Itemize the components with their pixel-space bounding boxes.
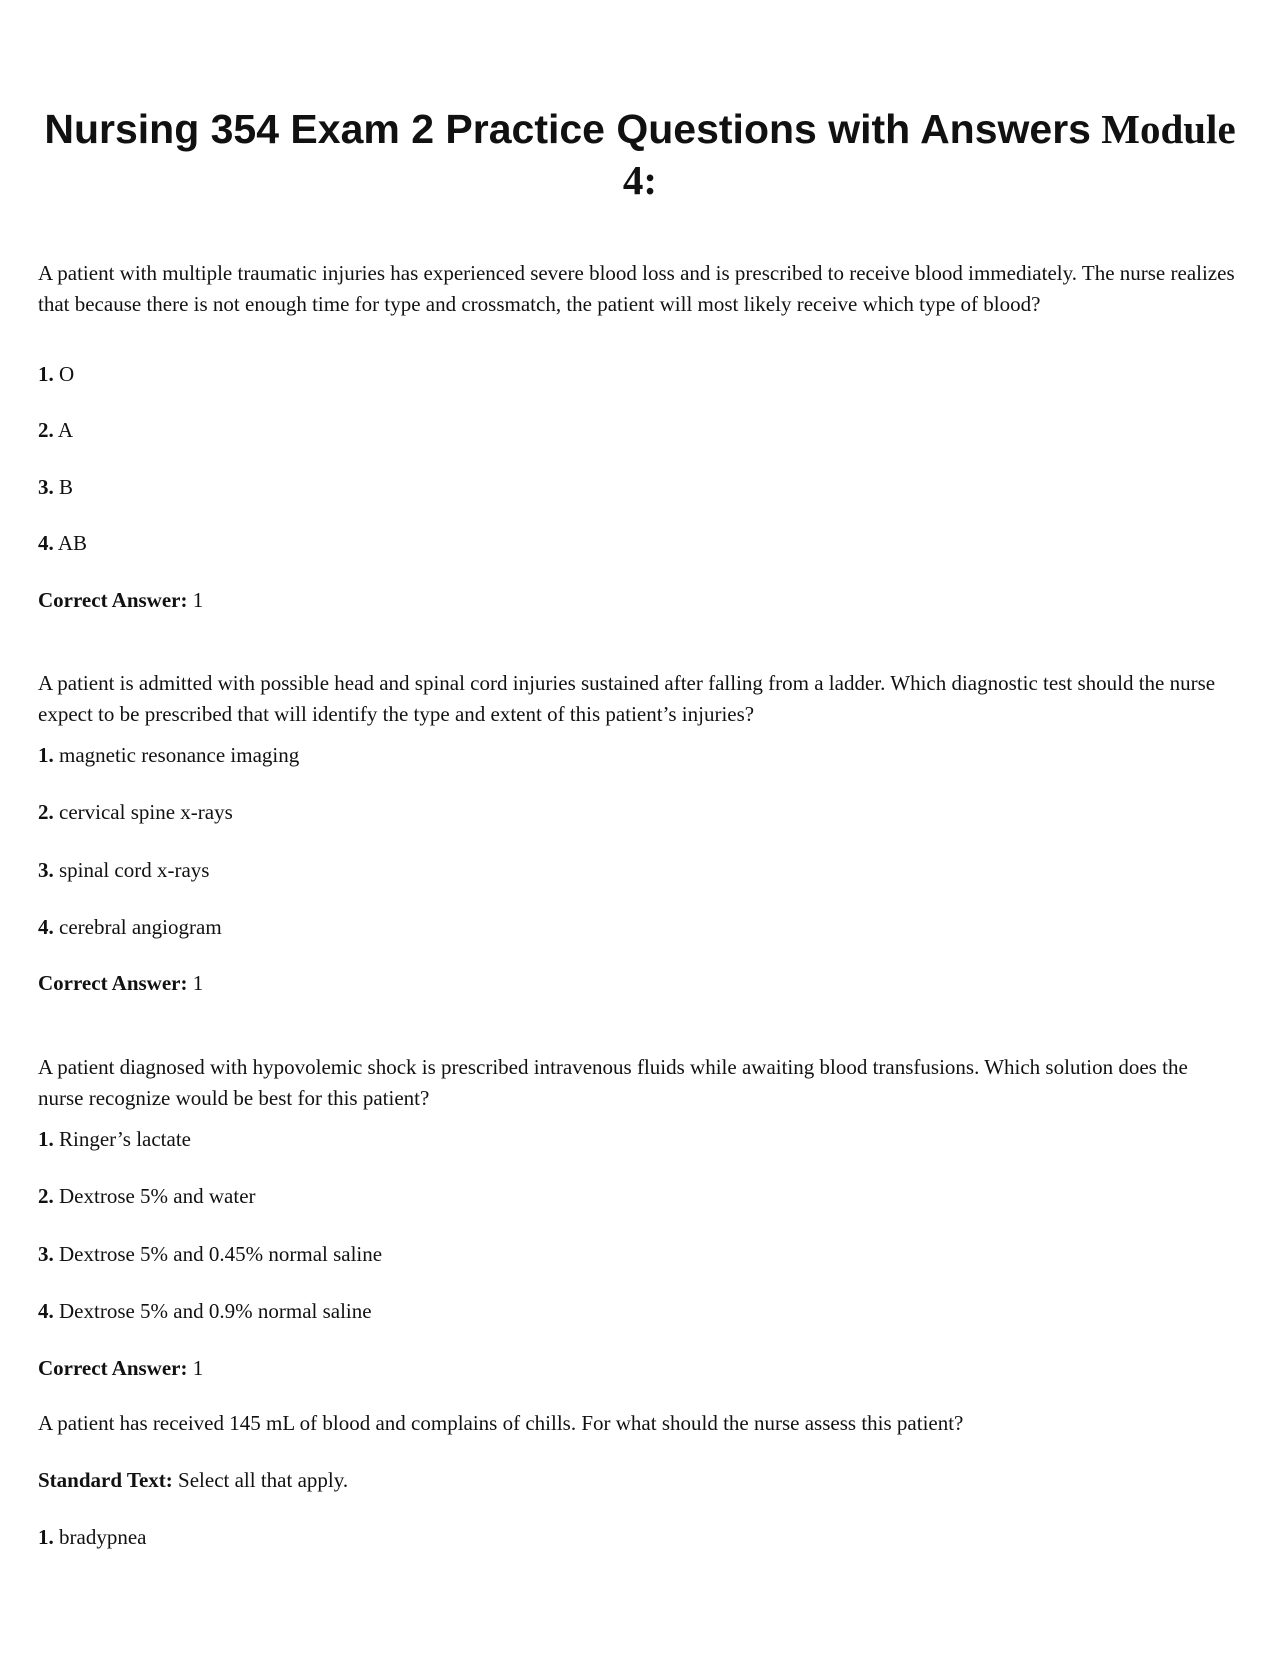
question-3-option-2 [38,1181,1238,1212]
question-3-answer [38,1353,1238,1384]
question-2-answer [38,968,1238,999]
standard-value: Select all that apply. [178,1468,349,1492]
question-2-option-4 [38,912,1238,943]
question-3-option-1 [38,1124,1238,1155]
question-1-option-2 [38,415,1238,446]
option-number: 2. [38,800,54,824]
option-text: magnetic resonance imaging [59,743,300,767]
option-number: 2. [38,418,54,442]
answer-value: 1 [192,588,204,612]
option-text: spinal cord x-rays [59,858,210,882]
question-1-stem: A patient with multiple traumatic injuries has experienced severe blood loss and is prescribed to receive blood immediately. The nurse realizes that because there is not enough time for type and crossmatch, the patient will most likely receive which type of blood? [38,261,1235,316]
option-text: A [57,418,74,442]
option-number: 4. [38,531,54,555]
option-text: cervical spine x-rays [59,800,233,824]
question-1-option-1 [38,359,1238,390]
option-number: 1. [38,1525,54,1549]
option-number: 3. [38,1242,54,1266]
option-text: Dextrose 5% and 0.9% normal saline [59,1299,372,1323]
option-text: AB [57,531,88,555]
question-3-option-3 [38,1239,1238,1270]
question-1-option-4 [38,528,1238,559]
title-main: Nursing 354 Exam 2 Practice Questions with Answers [44,106,1091,152]
answer-value: 1 [192,971,204,995]
question-1-option-3 [38,472,1238,503]
question-4-option-1 [38,1522,1238,1553]
page-title [28,104,1252,206]
option-text: bradypnea [59,1525,147,1549]
option-text: B [59,475,74,499]
option-text: Ringer’s lactate [59,1127,191,1151]
option-number: 1. [38,743,54,767]
option-number: 3. [38,858,54,882]
option-number: 3. [38,475,54,499]
option-number: 4. [38,1299,54,1323]
option-number: 2. [38,1184,54,1208]
question-1-answer [38,585,1238,616]
answer-value: 1 [192,1356,204,1380]
question-2-stem: A patient is admitted with possible head and spinal cord injuries sustained after falling from a ladder. Which diagnostic test should the nurse expect to be prescribed that will identify the type and extent of this patient’s injuries? [38,671,1216,726]
question-2-option-2 [38,797,1238,828]
answer-label: Correct Answer: [38,1356,188,1380]
answer-label: Correct Answer: [38,588,188,612]
question-4-stem: A patient has received 145 mL of blood and complains of chills. For what should the nurse assess this patient? [38,1411,964,1435]
standard-label: Standard Text: [38,1468,173,1492]
question-2-option-3 [38,855,1238,886]
option-number: 4. [38,915,54,939]
question-3-option-4 [38,1296,1238,1327]
option-text: Dextrose 5% and water [59,1184,256,1208]
title-module: Module 4: [622,106,1236,203]
option-text: O [59,362,75,386]
option-number: 1. [38,362,54,386]
question-2-option-1 [38,740,1238,771]
question-4-standard-text [38,1465,1238,1496]
answer-label: Correct Answer: [38,971,188,995]
option-number: 1. [38,1127,54,1151]
question-3-stem: A patient diagnosed with hypovolemic shock is prescribed intravenous fluids while awaiting blood transfusions. Which solution does the nurse recognize would be best for this patient? [38,1055,1188,1110]
option-text: cerebral angiogram [59,915,222,939]
option-text: Dextrose 5% and 0.45% normal saline [59,1242,383,1266]
